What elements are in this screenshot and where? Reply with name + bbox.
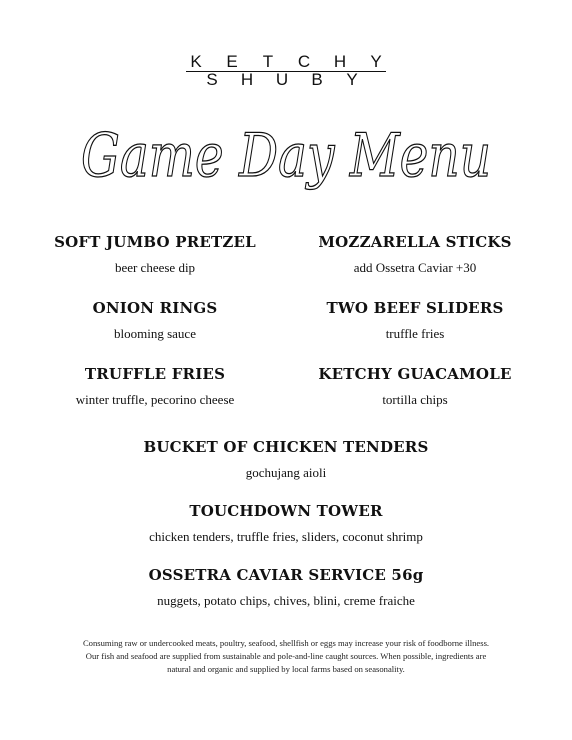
- menu-title: [0, 100, 572, 210]
- menu-item-name: TRUFFLE FRIES: [84, 365, 226, 383]
- logo-letter: T: [262, 52, 274, 71]
- logo-line-bottom: [202, 70, 362, 90]
- menu-item-onion-rings: [40, 299, 270, 342]
- menu-item-ketchy-guacamole: [300, 365, 530, 408]
- menu-item-name: OSSETRA CAVIAR SERVICE 56g: [148, 566, 424, 584]
- menu-item-desc: tortilla chips: [382, 392, 448, 407]
- menu-item-mozzarella-sticks: [300, 233, 530, 276]
- menu-item-name: MOZZARELLA STICKS: [318, 233, 512, 251]
- logo-letter: U: [275, 70, 289, 89]
- logo-letter: B: [311, 70, 323, 89]
- menu-item-two-beef-sliders: [300, 299, 530, 342]
- menu-item-truffle-fries: [40, 365, 270, 408]
- menu-item-desc: chicken tenders, truffle fries, sliders, coconut shrimp: [149, 529, 423, 544]
- menu-item-desc: truffle fries: [385, 326, 445, 341]
- menu-item-desc: nuggets, potato chips, chives, blini, creme fraiche: [157, 593, 415, 608]
- logo-letter: Y: [346, 70, 358, 89]
- menu-item-desc: beer cheese dip: [114, 260, 196, 275]
- menu-item-name: SOFT JUMBO PRETZEL: [54, 233, 256, 251]
- logo-line-top: [186, 52, 386, 72]
- logo-letter: Y: [370, 52, 382, 71]
- menu-item-name: TOUCHDOWN TOWER: [189, 502, 383, 520]
- menu-item-desc: add Ossetra Caviar +30: [353, 260, 477, 275]
- disclaimer-line: natural and organic and supplied by local farms based on seasonality.: [167, 664, 405, 674]
- menu-item-touchdown-tower: [40, 502, 532, 545]
- logo-letter: C: [297, 52, 311, 71]
- disclaimer-line: Consuming raw or undercooked meats, poultry, seafood, shellfish or eggs may increase your risk of foodborne illness.: [82, 638, 490, 648]
- logo-letter: H: [240, 70, 254, 89]
- menu-item-name: BUCKET OF CHICKEN TENDERS: [143, 438, 429, 456]
- logo-letter: E: [226, 52, 238, 71]
- menu-item-desc: winter truffle, pecorino cheese: [75, 392, 235, 407]
- logo-letter: H: [333, 52, 347, 71]
- food-safety-disclaimer: [48, 637, 524, 676]
- menu-item-name: KETCHY GUACAMOLE: [318, 365, 512, 383]
- ketchy-shuby-logo: [186, 52, 386, 98]
- menu-title-text: Game Day Menu: [81, 121, 491, 191]
- menu-item-name: ONION RINGS: [92, 299, 218, 317]
- menu-item-desc: blooming sauce: [114, 326, 196, 341]
- menu-item-name: TWO BEEF SLIDERS: [326, 299, 504, 317]
- logo-letter: S: [206, 70, 218, 89]
- menu-item-bucket-of-chicken-tenders: [40, 438, 532, 481]
- menu-item-desc: gochujang aioli: [245, 465, 327, 480]
- logo-letter: K: [190, 52, 202, 71]
- menu-item-ossetra-caviar-service: [40, 566, 532, 609]
- menu-item-soft-jumbo-pretzel: [40, 233, 270, 276]
- disclaimer-line: Our fish and seafood are supplied from sustainable and pole-and-line caught sources. When possible, ingredients are: [85, 651, 487, 661]
